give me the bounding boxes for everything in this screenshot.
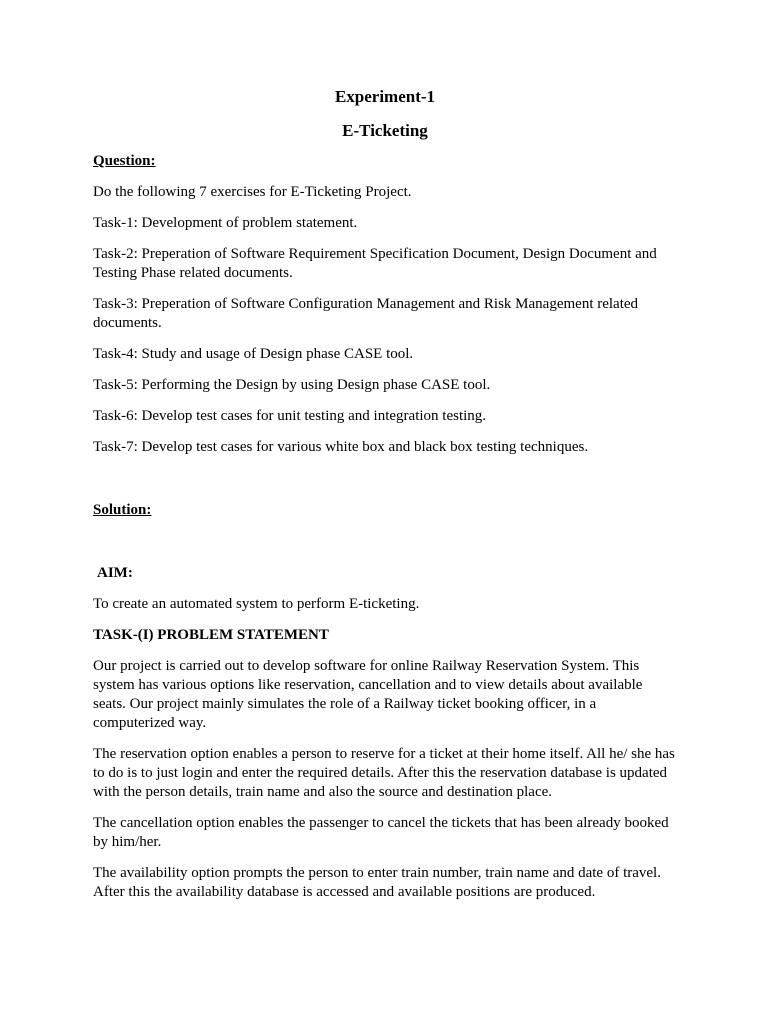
question-heading: Question: [93,153,156,169]
task-item: Task-1: Development of problem statement. [93,215,358,231]
page-subtitle: E-Ticketing [342,121,428,140]
task-item: Task-7: Develop test cases for various white box and black box testing techniques. [93,439,589,455]
solution-heading: Solution: [93,502,152,518]
body-paragraph: The reservation option enables a person to reserve for a ticket at their home itself. All he/ she has to do is to just login and enter the required details. After this the reservation database is updated with the person details, train name and also the source and destination place. [93,746,675,800]
task-item: Task-5: Performing the Design by using Design phase CASE tool. [93,377,491,393]
body-paragraph: The availability option prompts the person to enter train number, train name and date of travel. After this the availability database is accessed and available positions are produced. [93,865,661,900]
aim-heading: AIM: [97,565,133,581]
body-paragraph: The cancellation option enables the passenger to cancel the tickets that has been already booked by him/her. [93,815,669,850]
task-item: Task-3: Preperation of Software Configuration Management and Risk Management related documents. [93,296,639,331]
task-item: Task-4: Study and usage of Design phase CASE tool. [93,346,414,362]
task1-heading: TASK-(I) PROBLEM STATEMENT [93,627,329,643]
document-content [93,86,677,914]
body-paragraph: Our project is carried out to develop software for online Railway Reservation System. This system has various options like reservation, cancellation and to view details about available seats. Our project mainly simulates the role of a Railway ticket booking officer, in a computerized way. [93,658,643,731]
page-title: Experiment-1 [334,87,436,106]
task-item: Task-6: Develop test cases for unit testing and integration testing. [93,408,487,424]
aim-text: To create an automated system to perform E-ticketing. [93,596,420,612]
question-intro: Do the following 7 exercises for E-Ticketing Project. [93,184,412,200]
task-item: Task-2: Preperation of Software Requirement Specification Document, Design Document and Testing Phase related documents. [93,246,657,281]
